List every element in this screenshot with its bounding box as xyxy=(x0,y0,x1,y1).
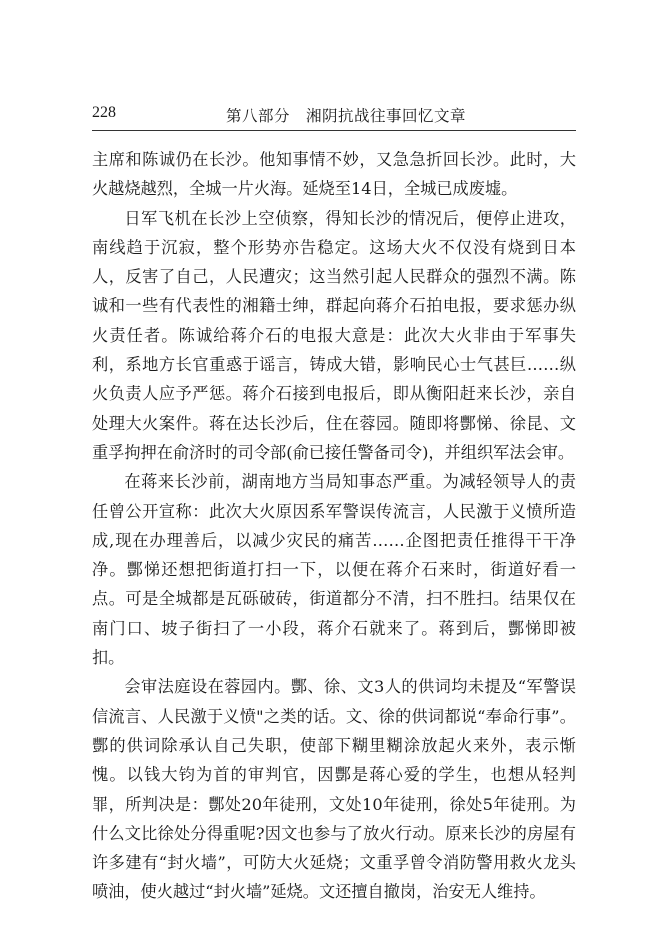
running-title: 第八部分 湘阴抗战往事回忆文章 xyxy=(225,107,466,125)
body-text xyxy=(92,145,576,907)
page-number: 228 xyxy=(92,104,116,121)
paragraph: 在蒋来长沙前，湖南地方当局知事态严重。为减轻领导人的责任曾公开宣称：此次大火原因系军警误传流言，人民激于义愤所造成,现在办理善后，以减少灾民的痛苦……企图把责任推得干干净净。酆悌还想把街道打扫一下，以便在蒋介石来时，街道好看一点。可是全城都是瓦砾破砖，街道都分不清，扫不胜扫。结果仅在南门口、坡子街扫了一小段，蒋介石就来了。蒋到后，酆悌即被扣。 xyxy=(92,472,576,668)
paragraph: 日军飞机在长沙上空侦察，得知长沙的情况后，便停止进攻，南线趋于沉寂，整个形势亦告稳定。这场大火不仅没有烧到日本人，反害了自己，人民遭灾；这当然引起人民群众的强烈不满。陈诚和一些有代表性的湘籍士绅，群起向蒋介石拍电报，要求惩办纵火责任者。陈诚给蒋介石的电报大意是：此次大火非由于军事失利，系地方长官重惑于谣言，铸成大错，影响民心士气甚巨……纵火负责人应予严惩。蒋介石接到电报后，即从衡阳赶来长沙，亲自处理大火案件。蒋在达长沙后，住在蓉园。随即将酆悌、徐昆、文重孚拘押在俞济时的司令部(俞已接任警备司令)，并组织军法会审。 xyxy=(92,208,576,462)
page-header xyxy=(92,104,576,126)
header-rule xyxy=(92,130,576,131)
paragraph: 会审法庭设在蓉园内。酆、徐、文3人的供词均未提及“军警误信流言、人民激于义愤"之类的话。文、徐的供词都说“奉命行事”。酆的供词除承认自己失职，使部下糊里糊涂放起火来外，表示惭愧。以钱大钧为首的审判官，因酆是蒋心爱的学生，也想从轻判罪，所判决是：酆处20年徒刑，文处10年徒刑，徐处5年徒刑。为什么文比徐处分得重呢?因文也参与了放火行动。原来长沙的房屋有许多建有“封火墙”，可防大火延烧；文重孚曾令消防警用救火龙头喷油，使火越过“封火墙”延烧。文还擅自撤岗，治安无人维持。 xyxy=(92,677,576,902)
paragraph-continued: 主席和陈诚仍在长沙。他知事情不妙，又急急折回长沙。此时，大火越烧越烈，全城一片火海。延烧至14日，全城已成废墟。 xyxy=(92,150,576,199)
